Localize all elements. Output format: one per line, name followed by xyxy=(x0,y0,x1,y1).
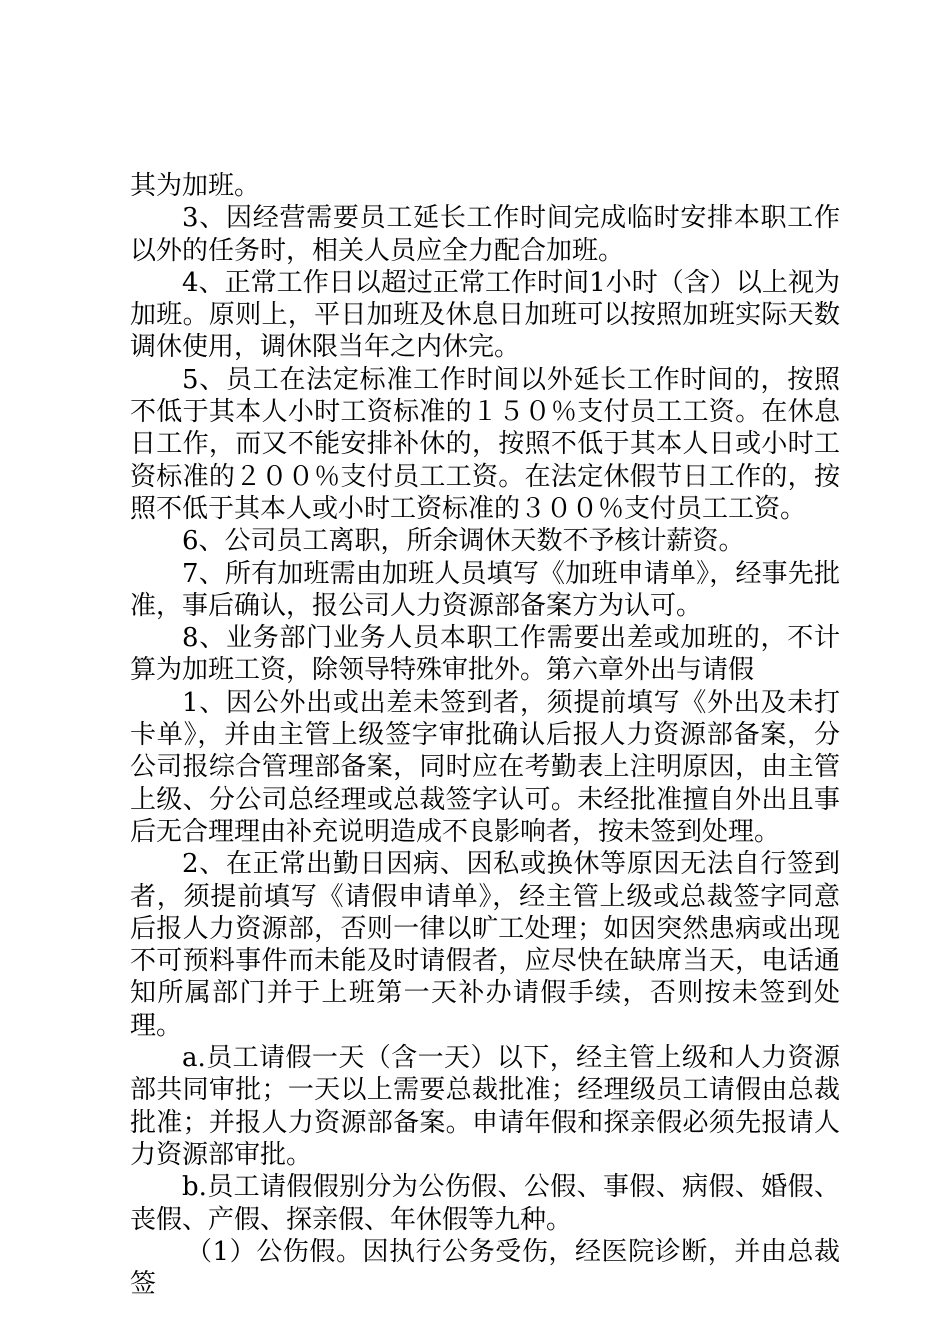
paragraph-leave-1: 1、因公外出或出差未签到者，须提前填写《外出及未打卡单》，并由主管上级签字审批确认后报人力资源部备案，分公司报综合管理部备案，同时应在考勤表上注明原因，由主管上级、分公司总经理或总裁签字认可。未经批准擅自外出且事后无合理理由补充说明造成不良影响者，按未签到处理。 xyxy=(130,687,840,847)
paragraph-leave-a: a.员工请假一天（含一天）以下，经主管上级和人力资源部共同审批；一天以上需要总裁批准；经理级员工请假由总裁批准；并报人力资源部备案。申请年假和探亲假必须先报请人力资源部审批。 xyxy=(130,1043,840,1170)
paragraph-continuation: 其为加班。 xyxy=(130,171,261,201)
paragraph-leave-2: 2、在正常出勤日因病、因私或换休等原因无法自行签到者，须提前填写《请假申请单》，经主管上级或总裁签字同意后报人力资源部，否则一律以旷工处理；如因突然患病或出现不可预料事件而未能及时请假者，应尽快在缺席当天，电话通知所属部门并于上班第一天补办请假手续，否则按未签到处理。 xyxy=(130,849,840,1041)
paragraph-leave-b-1: （1）公伤假。因执行公务受伤，经医院诊断，并由总裁签 xyxy=(130,1236,840,1300)
paragraph-item-5: 5、员工在法定标准工作时间以外延长工作时间的，按照不低于其本人小时工资标准的１５０％支付员工工资。在休息日工作，而又不能安排补休的，按照不低于其本人日或小时工资标准的２００％支付员工工资。在法定休假节日工作的，按照不低于其本人或小时工资标准的３００％支付员工工资。 xyxy=(130,364,840,524)
document-body xyxy=(130,170,840,1300)
paragraph-item-3: 3、因经营需要员工延长工作时间完成临时安排本职工作以外的任务时，相关人员应全力配合加班。 xyxy=(130,203,840,266)
paragraph-item-7: 7、所有加班需由加班人员填写《加班申请单》，经事先批准，事后确认，报公司人力资源部备案方为认可。 xyxy=(130,558,840,621)
paragraph-item-6: 6、公司员工离职，所余调休天数不予核计薪资。 xyxy=(182,526,745,557)
paragraph-item-8: 8、业务部门业务人员本职工作需要出差或加班的，不计算为加班工资，除领导特殊审批外。第六章外出与请假 xyxy=(130,623,840,686)
paragraph-leave-b: b.员工请假假别分为公伤假、公假、事假、病假、婚假、丧假、产假、探亲假、年休假等九种。 xyxy=(130,1172,840,1235)
paragraph-item-4: 4、正常工作日以超过正常工作时间1小时（含）以上视为加班。原则上，平日加班及休息日加班可以按照加班实际天数调休使用，调休限当年之内休完。 xyxy=(130,267,840,363)
